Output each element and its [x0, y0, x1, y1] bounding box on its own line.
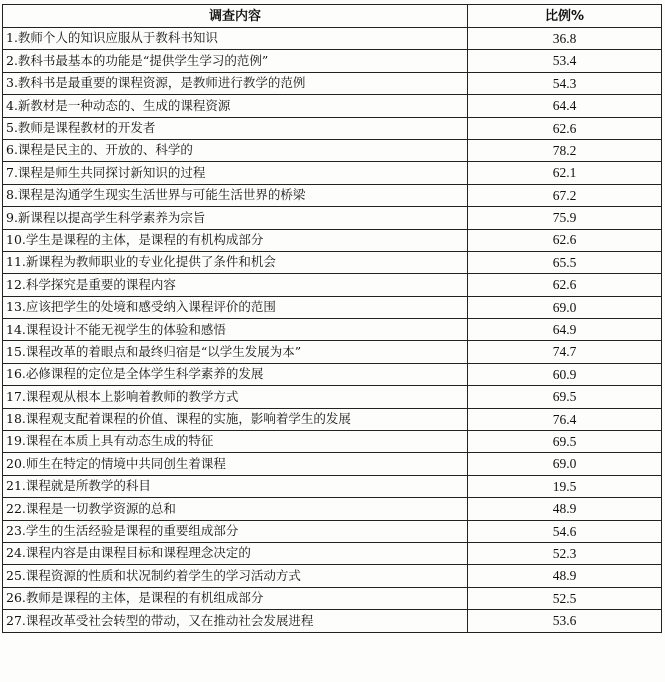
header-row: [3, 5, 662, 28]
table-row: [3, 520, 662, 542]
table-row: [3, 229, 662, 251]
table-row: [3, 453, 662, 475]
table-row: [3, 95, 662, 117]
survey-item-text: 9.新课程以提高学生科学素养为宗旨: [3, 207, 468, 229]
survey-item-ratio: 48.9: [468, 498, 662, 520]
survey-item-ratio: 54.6: [468, 520, 662, 542]
table-row: [3, 386, 662, 408]
survey-item-text: 15.课程改革的着眼点和最终归宿是“以学生发展为本”: [3, 341, 468, 363]
survey-item-ratio: 69.5: [468, 431, 662, 453]
table-row: [3, 363, 662, 385]
survey-item-text: 25.课程资源的性质和状况制约着学生的学习活动方式: [3, 565, 468, 587]
column-header-ratio: 比例%: [468, 5, 662, 28]
table-row: [3, 431, 662, 453]
survey-item-text: 18.课程观支配着课程的价值、课程的实施，影响着学生的发展: [3, 408, 468, 430]
table-row: [3, 319, 662, 341]
survey-item-ratio: 69.5: [468, 386, 662, 408]
survey-item-ratio: 48.9: [468, 565, 662, 587]
survey-item-text: 13.应该把学生的处境和感受纳入课程评价的范围: [3, 296, 468, 318]
table-row: [3, 408, 662, 430]
table-row: [3, 28, 662, 50]
table-row: [3, 341, 662, 363]
survey-item-ratio: 62.6: [468, 117, 662, 139]
table-row: [3, 139, 662, 161]
survey-item-text: 11.新课程为教师职业的专业化提供了条件和机会: [3, 251, 468, 273]
survey-item-ratio: 76.4: [468, 408, 662, 430]
survey-item-text: 26.教师是课程的主体，是课程的有机组成部分: [3, 587, 468, 609]
table-header: [3, 5, 662, 28]
table-row: [3, 274, 662, 296]
survey-item-ratio: 69.0: [468, 296, 662, 318]
survey-item-ratio: 67.2: [468, 184, 662, 206]
survey-item-ratio: 69.0: [468, 453, 662, 475]
survey-item-ratio: 52.5: [468, 587, 662, 609]
survey-item-text: 4.新教材是一种动态的、生成的课程资源: [3, 95, 468, 117]
survey-item-ratio: 78.2: [468, 139, 662, 161]
survey-item-ratio: 36.8: [468, 28, 662, 50]
column-header-content: 调查内容: [3, 5, 468, 28]
survey-item-text: 1.教师个人的知识应服从于教科书知识: [3, 28, 468, 50]
table-row: [3, 475, 662, 497]
survey-item-text: 17.课程观从根本上影响着教师的教学方式: [3, 386, 468, 408]
survey-item-text: 12.科学探究是重要的课程内容: [3, 274, 468, 296]
survey-item-text: 19.课程在本质上具有动态生成的特征: [3, 431, 468, 453]
table-row: [3, 565, 662, 587]
survey-item-ratio: 62.1: [468, 162, 662, 184]
survey-item-ratio: 64.4: [468, 95, 662, 117]
table-row: [3, 184, 662, 206]
survey-item-ratio: 74.7: [468, 341, 662, 363]
survey-item-text: 8.课程是沟通学生现实生活世界与可能生活世界的桥梁: [3, 184, 468, 206]
survey-item-ratio: 53.4: [468, 50, 662, 72]
table-row: [3, 296, 662, 318]
survey-table: [2, 4, 662, 633]
survey-item-text: 5.教师是课程教材的开发者: [3, 117, 468, 139]
survey-item-text: 23.学生的生活经验是课程的重要组成部分: [3, 520, 468, 542]
survey-item-text: 21.课程就是所教学的科目: [3, 475, 468, 497]
survey-item-ratio: 52.3: [468, 542, 662, 564]
survey-item-text: 27.课程改革受社会转型的带动，又在推动社会发展进程: [3, 610, 468, 632]
table-row: [3, 498, 662, 520]
survey-item-ratio: 64.9: [468, 319, 662, 341]
table-row: [3, 72, 662, 94]
table-row: [3, 542, 662, 564]
table-row: [3, 587, 662, 609]
survey-item-ratio: 62.6: [468, 229, 662, 251]
survey-item-text: 16.必修课程的定位是全体学生科学素养的发展: [3, 363, 468, 385]
survey-item-text: 20.师生在特定的情境中共同创生着课程: [3, 453, 468, 475]
survey-item-ratio: 60.9: [468, 363, 662, 385]
table-row: [3, 117, 662, 139]
table-row: [3, 610, 662, 632]
survey-item-text: 7.课程是师生共同探讨新知识的过程: [3, 162, 468, 184]
survey-item-ratio: 54.3: [468, 72, 662, 94]
survey-item-ratio: 75.9: [468, 207, 662, 229]
survey-item-text: 6.课程是民主的、开放的、科学的: [3, 139, 468, 161]
survey-item-text: 14.课程设计不能无视学生的体验和感悟: [3, 319, 468, 341]
survey-item-ratio: 65.5: [468, 251, 662, 273]
table-row: [3, 162, 662, 184]
survey-item-text: 24.课程内容是由课程目标和课程理念决定的: [3, 542, 468, 564]
survey-item-text: 10.学生是课程的主体，是课程的有机构成部分: [3, 229, 468, 251]
survey-item-ratio: 62.6: [468, 274, 662, 296]
survey-item-ratio: 53.6: [468, 610, 662, 632]
table-row: [3, 207, 662, 229]
survey-item-ratio: 19.5: [468, 475, 662, 497]
survey-item-text: 3.教科书是最重要的课程资源，是教师进行教学的范例: [3, 72, 468, 94]
table-row: [3, 50, 662, 72]
survey-item-text: 22.课程是一切教学资源的总和: [3, 498, 468, 520]
table-row: [3, 251, 662, 273]
table-body: [3, 28, 662, 633]
survey-item-text: 2.教科书最基本的功能是“提供学生学习的范例”: [3, 50, 468, 72]
